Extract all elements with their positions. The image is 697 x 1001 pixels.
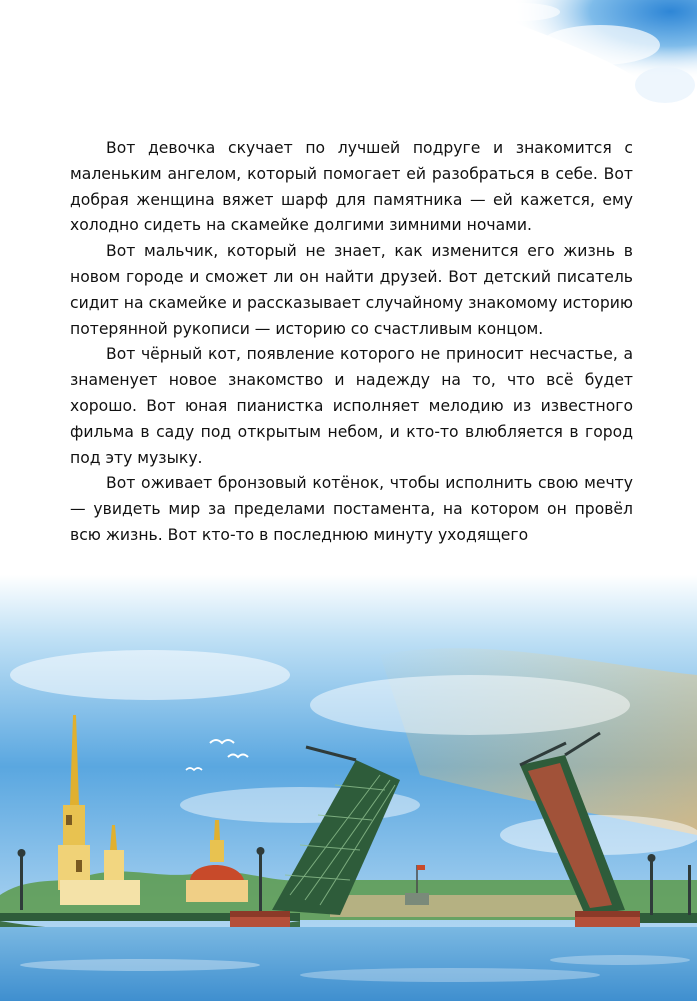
paragraph: Вот мальчик, который не знает, как изменится его жизнь в новом городе и сможет ли он найти друзей. Вот детский писатель сидит на скамейке и рассказывает случайному знакомому историю потерянной рукописи — историю со счастливым концом. — [70, 242, 633, 338]
paragraph: Вот чёрный кот, появление которого не приносит несчастье, а знаменует новое знакомство и надежду на то, что всё будет хорошо. Вот юная пианистка исполняет мелодию из известного фильма в саду под открытым небом, и кто-то влюбляется в город под эту музыку. — [70, 345, 633, 467]
paragraph: Вот оживает бронзовый котёнок, чтобы исполнить свою мечту — увидеть мир за пределами постамента, на котором он провёл всю жизнь. Вот кто-то в последнюю минуту уходящего — [70, 474, 633, 544]
city-bridge-illustration — [0, 575, 697, 1001]
story-text — [70, 136, 633, 549]
paragraph: Вот девочка скучает по лучшей подруге и знакомится с маленьким ангелом, который помогает ей разобраться в себе. Вот добрая женщина вяжет шарф для памятника — ей кажется, ему холодно сидеть на скамейке долгими зимними ночами. — [70, 139, 633, 235]
sky-corner-illustration — [0, 0, 697, 120]
